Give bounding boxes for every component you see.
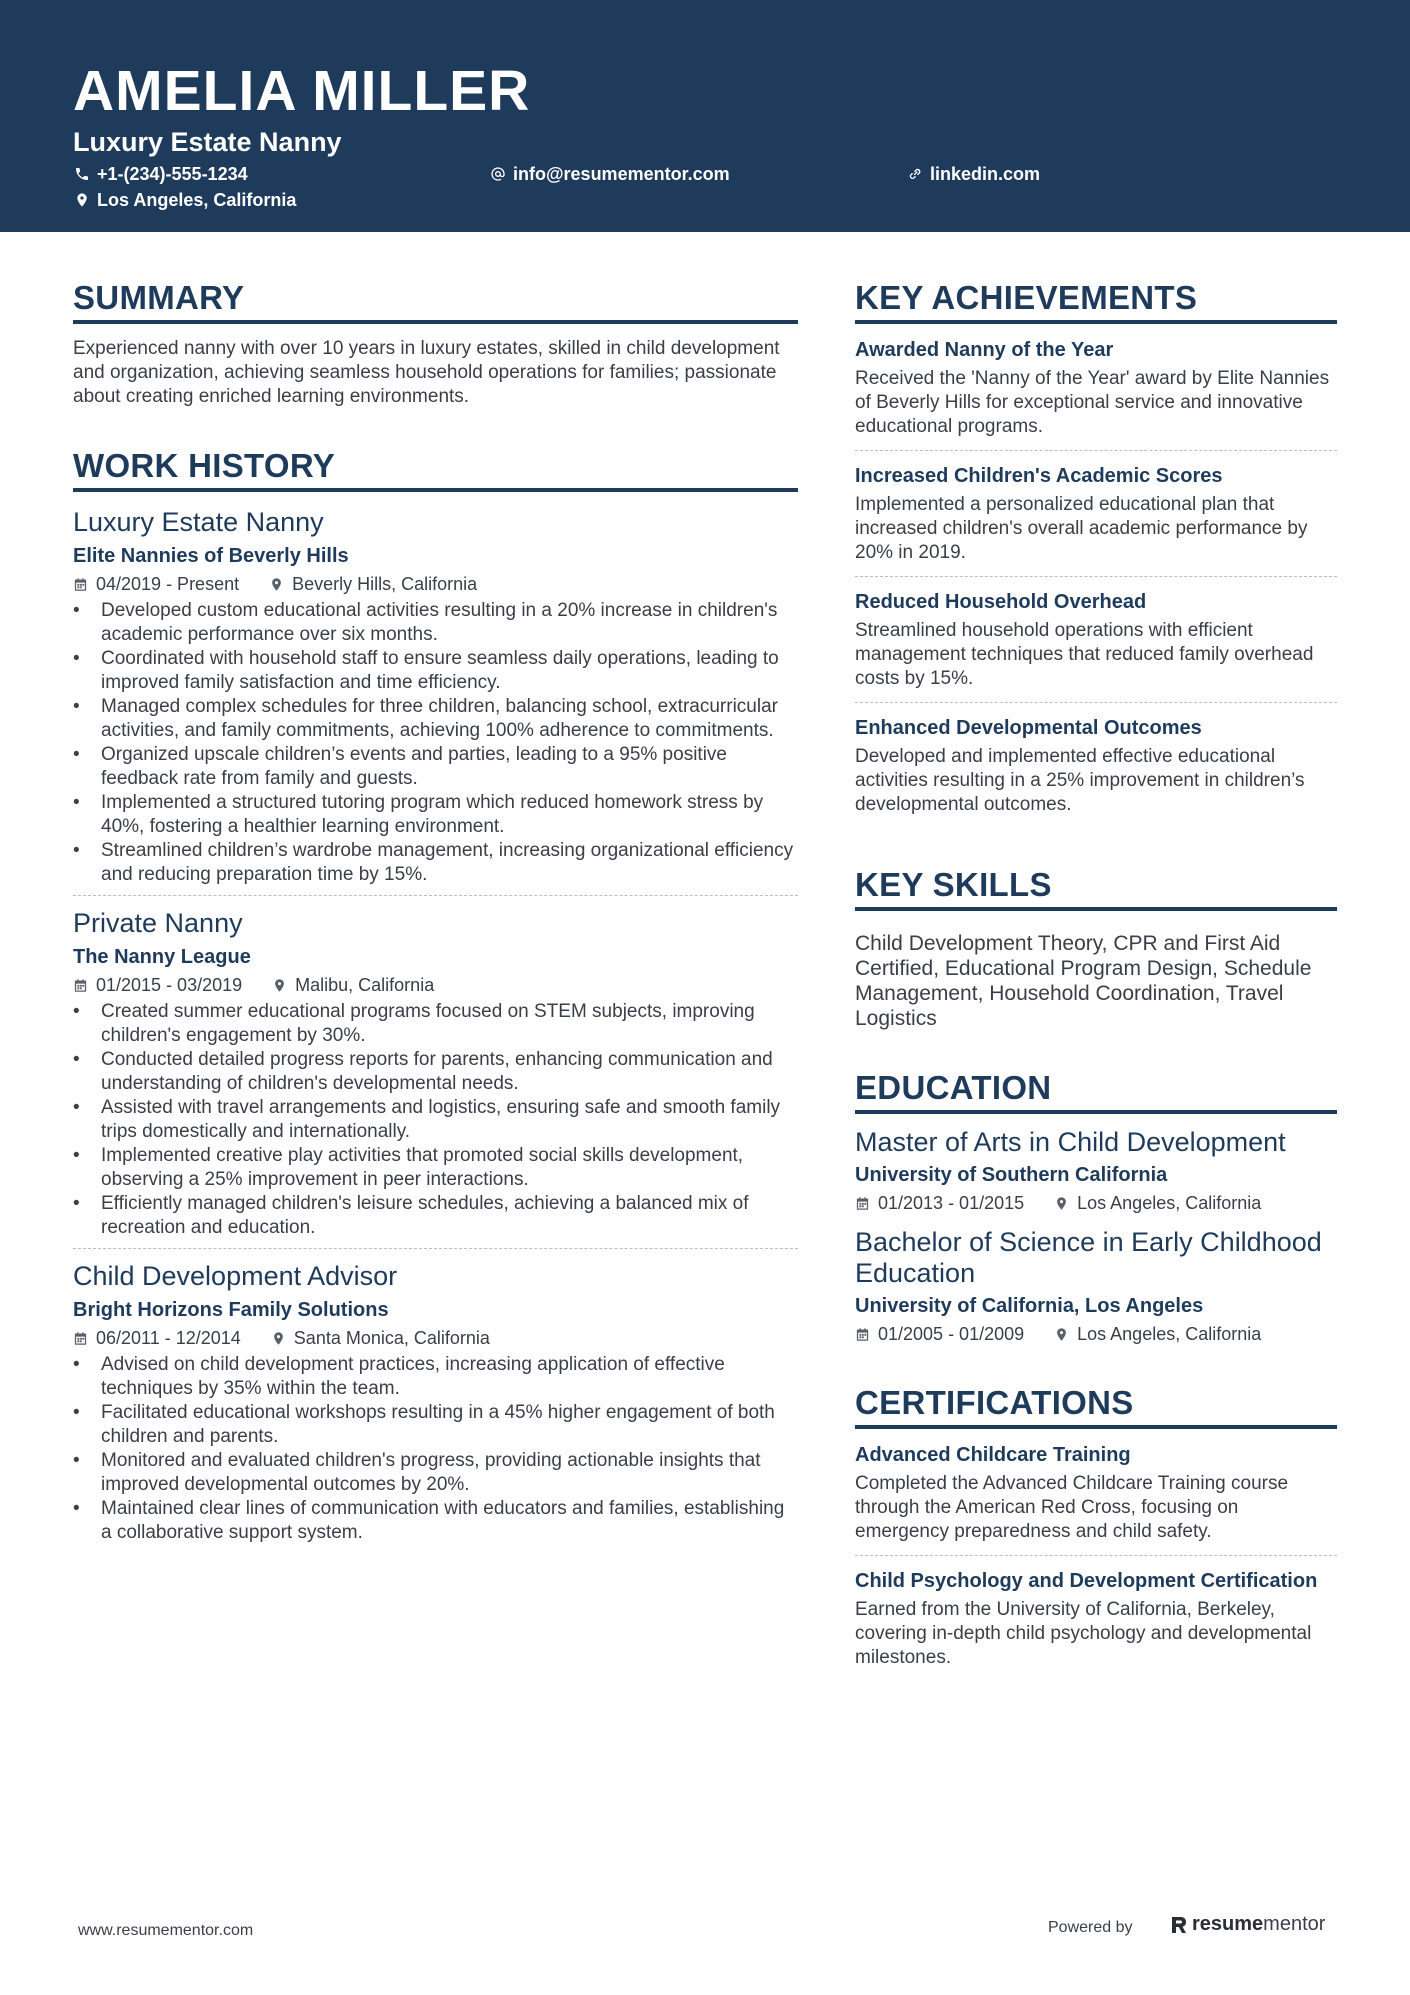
- contact-email[interactable]: [490, 163, 730, 185]
- summary-text: Experienced nanny with over 10 years in luxury estates, skilled in child development and organization, achieving seamless household operations for families; passionate about creating enriched learning environments.: [73, 338, 780, 407]
- bullet-item: • Conducted detailed progress reports for parents, enhancing communication and understanding of children's developmental needs.: [73, 1048, 798, 1096]
- job-bullets: [73, 1000, 798, 1240]
- job-company: Bright Horizons Family Solutions: [73, 1299, 389, 1321]
- bullet-item: • Coordinated with household staff to ensure seamless daily operations, leading to improved family satisfaction and time efficiency.: [73, 647, 798, 695]
- bullet-item: • Advised on child development practices, increasing application of effective techniques by 35% within the team.: [73, 1353, 798, 1401]
- phone-icon: [74, 166, 90, 182]
- certifications-heading: CERTIFICATIONS: [855, 1383, 1337, 1429]
- bullet-item: • Monitored and evaluated children's progress, providing actionable insights that improved developmental outcomes by 20%.: [73, 1449, 798, 1497]
- right-column: [855, 278, 1337, 1718]
- candidate-name: AMELIA MILLER: [73, 59, 531, 123]
- achievement-text: Streamlined household operations with efficient management techniques that reduced family overhead costs by 15%.: [855, 620, 1314, 689]
- job-title: Luxury Estate Nanny: [73, 507, 324, 537]
- certification-item: [855, 1442, 1337, 1555]
- resumementor-logo-icon: [1170, 1915, 1188, 1935]
- calendar-icon: [73, 978, 88, 993]
- job-meta: [73, 973, 798, 997]
- linkedin-text: linkedin.com: [930, 164, 1041, 184]
- bullet-item: • Implemented a structured tutoring program which reduced homework stress by 40%, fostering a healthier learning environment.: [73, 791, 798, 839]
- map-pin-icon: [1054, 1327, 1069, 1342]
- job-company: Elite Nannies of Beverly Hills: [73, 545, 349, 567]
- work-history-section: [73, 446, 798, 1553]
- skills-text: Child Development Theory, CPR and First Aid Certified, Educational Program Design, Schedule Management, Household Coordination, Travel Logistics: [855, 932, 1312, 1030]
- job-entry: [73, 505, 798, 895]
- bullet-item: • Organized upscale children’s events and parties, leading to a 95% positive feedback rate from family and guests.: [73, 743, 798, 791]
- achievement-item: [855, 702, 1337, 828]
- brand-name-light: mentor: [1263, 1913, 1326, 1935]
- left-column: [73, 278, 798, 1590]
- skills-section: [855, 865, 1337, 1031]
- achievement-text: Developed and implemented effective educational activities resulting in a 25% improvement in children’s developmental outcomes.: [855, 746, 1305, 815]
- calendar-icon: [73, 1331, 88, 1346]
- job-title: Child Development Advisor: [73, 1261, 398, 1291]
- school-name: University of Southern California: [855, 1164, 1168, 1186]
- job-dates: 06/2011 - 12/2014: [96, 1328, 241, 1348]
- certifications-section: [855, 1383, 1337, 1681]
- link-icon: [907, 166, 923, 182]
- achievements-heading: KEY ACHIEVEMENTS: [855, 278, 1337, 324]
- education-heading: EDUCATION: [855, 1068, 1337, 1114]
- job-location: Malibu, California: [295, 975, 435, 995]
- bullet-item: • Developed custom educational activities resulting in a 20% increase in children's academic performance over six months.: [73, 599, 798, 647]
- email-text: info@resumementor.com: [513, 164, 730, 184]
- bullet-item: • Facilitated educational workshops resulting in a 45% higher engagement of both children and parents.: [73, 1401, 798, 1449]
- achievement-item: [855, 576, 1337, 702]
- job-location: Santa Monica, California: [293, 1328, 490, 1348]
- calendar-icon: [855, 1196, 870, 1211]
- map-pin-icon: [74, 192, 90, 208]
- candidate-title: Luxury Estate Nanny: [73, 127, 342, 157]
- phone-text: +1-(234)-555-1234: [97, 164, 248, 184]
- degree-title: Bachelor of Science in Early Childhood Education: [855, 1227, 1322, 1288]
- resume-header: [0, 0, 1410, 232]
- calendar-icon: [73, 577, 88, 592]
- bullet-item: • Created summer educational programs focused on STEM subjects, improving children's engagement by 30%.: [73, 1000, 798, 1048]
- job-meta: [73, 572, 798, 596]
- map-pin-icon: [271, 1331, 286, 1346]
- brand-logo[interactable]: [1170, 1913, 1325, 1936]
- achievement-text: Implemented a personalized educational plan that increased children's overall academic performance by 20% in 2019.: [855, 494, 1308, 563]
- job-meta: [73, 1326, 798, 1350]
- at-icon: [490, 166, 506, 182]
- map-pin-icon: [269, 577, 284, 592]
- bullet-item: • Managed complex schedules for three children, balancing school, extracurricular activities, and family commitments, achieving 100% adherence to commitments.: [73, 695, 798, 743]
- education-item: [855, 1227, 1337, 1346]
- education-location: Los Angeles, California: [1077, 1324, 1262, 1344]
- education-meta: [855, 1191, 1337, 1215]
- job-location: Beverly Hills, California: [292, 574, 478, 594]
- achievement-title: Awarded Nanny of the Year: [855, 339, 1114, 361]
- achievement-item: [855, 337, 1337, 450]
- education-location: Los Angeles, California: [1077, 1193, 1262, 1213]
- job-entry: [73, 1248, 798, 1553]
- achievement-text: Received the 'Nanny of the Year' award by Elite Nannies of Beverly Hills for exceptional service and innovative educational programs.: [855, 368, 1330, 437]
- achievement-title: Reduced Household Overhead: [855, 591, 1147, 613]
- job-entry: [73, 895, 798, 1248]
- contact-phone[interactable]: [74, 163, 248, 185]
- education-meta: [855, 1322, 1337, 1346]
- bullet-item: • Streamlined children’s wardrobe management, increasing organizational efficiency and reducing preparation time by 15%.: [73, 839, 798, 887]
- summary-section: [73, 278, 798, 409]
- achievement-title: Enhanced Developmental Outcomes: [855, 717, 1202, 739]
- powered-by-label: Powered by: [1048, 1919, 1133, 1936]
- location-text: Los Angeles, California: [97, 190, 297, 210]
- achievement-title: Increased Children's Academic Scores: [855, 465, 1223, 487]
- work-history-heading: WORK HISTORY: [73, 446, 798, 492]
- summary-heading: SUMMARY: [73, 278, 798, 324]
- job-dates: 04/2019 - Present: [96, 574, 240, 594]
- job-title: Private Nanny: [73, 908, 243, 938]
- certification-title: Child Psychology and Development Certification: [855, 1570, 1318, 1592]
- skills-heading: KEY SKILLS: [855, 865, 1337, 911]
- job-bullets: [73, 599, 798, 887]
- education-item: [855, 1127, 1337, 1215]
- contact-location: [74, 189, 296, 211]
- job-company: The Nanny League: [73, 946, 251, 968]
- achievement-item: [855, 450, 1337, 576]
- job-bullets: [73, 1353, 798, 1545]
- brand-name-bold: resume: [1192, 1913, 1264, 1935]
- map-pin-icon: [1054, 1196, 1069, 1211]
- bullet-item: • Maintained clear lines of communication with educators and families, establishing a collaborative support system.: [73, 1497, 798, 1545]
- certification-item: [855, 1555, 1337, 1681]
- education-section: [855, 1068, 1337, 1346]
- calendar-icon: [855, 1327, 870, 1342]
- school-name: University of California, Los Angeles: [855, 1295, 1204, 1317]
- education-dates: 01/2013 - 01/2015: [878, 1193, 1025, 1213]
- certification-text: Earned from the University of California, Berkeley, covering in-depth child psychology and developmental milestones.: [855, 1599, 1312, 1668]
- bullet-item: • Implemented creative play activities that promoted social skills development, observing a 25% improvement in peer interactions.: [73, 1144, 798, 1192]
- footer-url[interactable]: www.resumementor.com: [78, 1922, 254, 1939]
- achievements-section: [855, 278, 1337, 828]
- degree-title: Master of Arts in Child Development: [855, 1127, 1286, 1157]
- education-dates: 01/2005 - 01/2009: [878, 1324, 1025, 1344]
- bullet-item: • Assisted with travel arrangements and logistics, ensuring safe and smooth family trips domestically and internationally.: [73, 1096, 798, 1144]
- bullet-item: • Efficiently managed children's leisure schedules, achieving a balanced mix of recreation and education.: [73, 1192, 798, 1240]
- job-dates: 01/2015 - 03/2019: [96, 975, 243, 995]
- certification-title: Advanced Childcare Training: [855, 1444, 1131, 1466]
- contact-linkedin[interactable]: [907, 163, 1040, 185]
- certification-text: Completed the Advanced Childcare Training course through the American Red Cross, focusing on emergency preparedness and child safety.: [855, 1473, 1289, 1542]
- map-pin-icon: [272, 978, 287, 993]
